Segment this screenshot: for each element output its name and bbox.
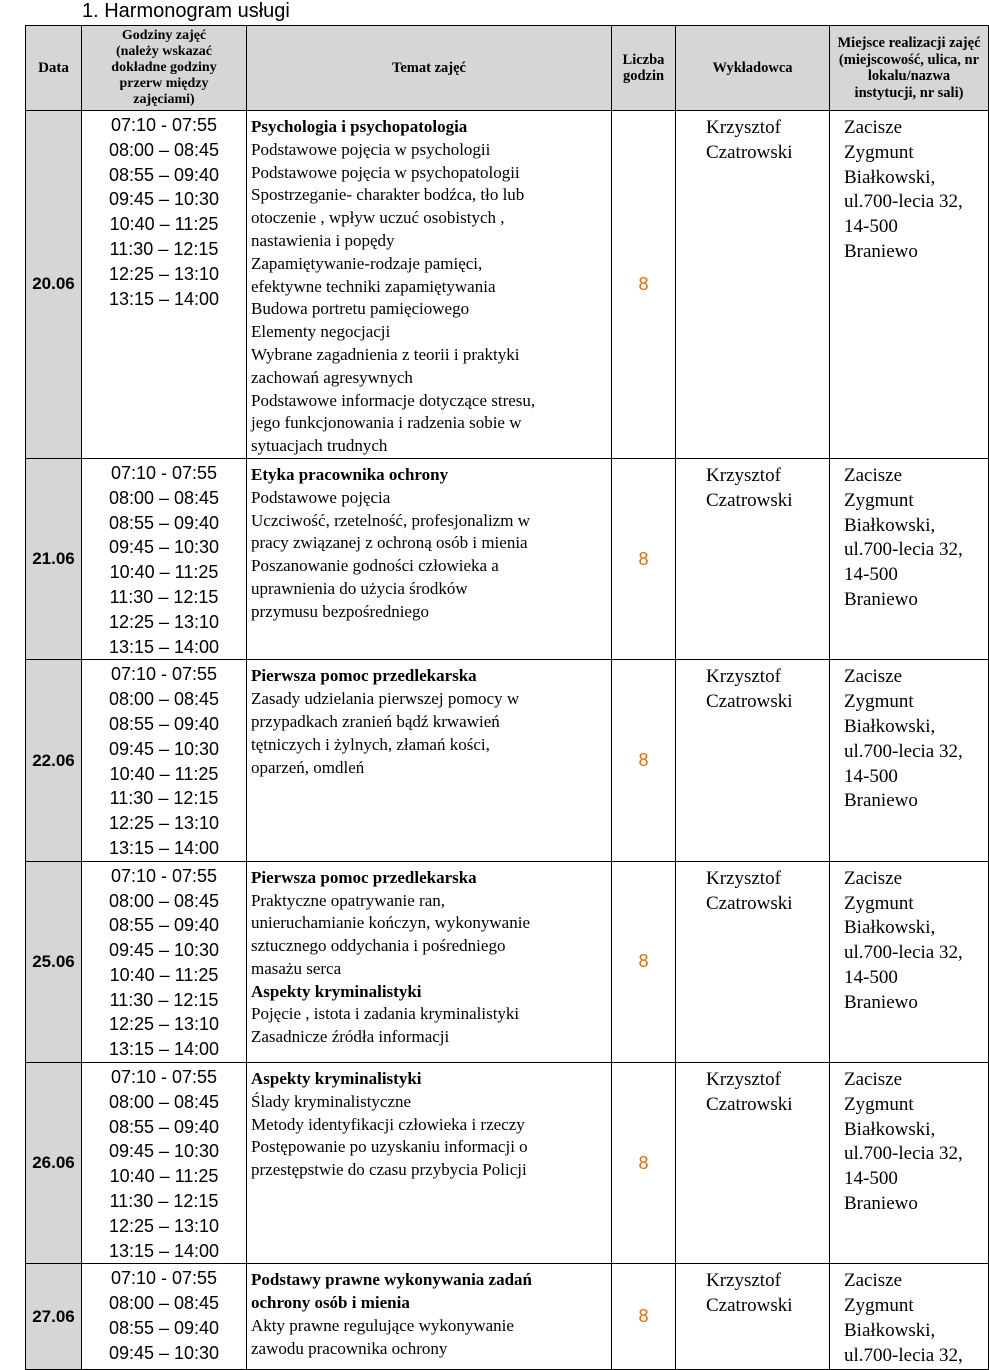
time-slot: 07:10 - 07:55 — [110, 115, 218, 135]
place-line: Zacisze — [844, 1069, 903, 1091]
schedule-row — [26, 660, 989, 861]
lecturer-name-line: Krzysztof — [706, 666, 781, 688]
header-count-line: godzin — [622, 68, 665, 84]
time-slot: 12:25 – 13:10 — [108, 611, 220, 632]
place-line: Zacisze — [844, 867, 903, 889]
place-line: Braniewo — [844, 240, 918, 262]
place-line: Białkowski, — [844, 715, 936, 737]
place-line: Zacisze — [844, 666, 903, 688]
topic-line: masażu serca — [251, 958, 342, 978]
time-slot: 12:25 – 13:10 — [108, 1215, 220, 1236]
topic-cell — [247, 1063, 612, 1264]
topic-line: nastawienia i popędy — [251, 230, 395, 250]
header-hours-line: dokładne godziny — [111, 60, 217, 75]
document-title: 1. Harmonogram usługi — [82, 0, 290, 22]
place-cell — [830, 861, 989, 1062]
topic-heading: Aspekty kryminalistyki — [251, 1069, 422, 1089]
header-date: Data — [26, 26, 82, 111]
topic-heading: Pierwsza pomoc przedlekarska — [251, 666, 477, 686]
place-line: Zygmunt — [844, 1295, 914, 1317]
place-line: Białkowski, — [844, 917, 936, 939]
time-slot: 08:55 – 09:40 — [108, 164, 220, 185]
topic-line: Akty prawne regulujące wykonywanie — [251, 1316, 514, 1336]
topic-line: Podstawowe pojęcia w psychologii — [251, 139, 491, 159]
lecturer-cell — [676, 111, 830, 459]
topic-heading: Pierwsza pomoc przedlekarska — [251, 867, 477, 887]
time-slot: 09:45 – 10:30 — [108, 537, 220, 558]
time-slot: 12:25 – 13:10 — [108, 813, 220, 834]
lecturer-name-line: Czatrowski — [706, 141, 793, 163]
topic-line: Podstawowe pojęcia w psychopatologii — [251, 162, 520, 182]
header-place-line: Miejsce realizacji zajęć — [837, 35, 981, 51]
date-cell: 25.06 — [26, 861, 82, 1062]
topic-line: Zasady udzielania pierwszej pomocy w — [251, 689, 520, 709]
topic-cell — [247, 861, 612, 1062]
time-slot: 11:30 – 12:15 — [109, 989, 219, 1010]
place-line: Zacisze — [844, 464, 903, 486]
topic-cell — [247, 1264, 612, 1369]
time-slot: 11:30 – 12:15 — [109, 788, 219, 809]
header-place-line: instytucji, nr sali) — [854, 84, 964, 101]
time-slot: 11:30 – 12:15 — [109, 238, 219, 259]
header-row — [26, 26, 989, 111]
place-line: Braniewo — [844, 991, 918, 1013]
topic-line: przymusu bezpośredniego — [251, 601, 429, 621]
topic-line: przestępstwie do czasu przybycia Policji — [251, 1160, 527, 1180]
place-line: Zygmunt — [844, 892, 914, 914]
topic-line: Metody identyfikacji człowieka i rzeczy — [251, 1114, 525, 1134]
schedule-row — [26, 1264, 989, 1369]
hours-cell — [82, 111, 247, 459]
place-line: Zygmunt — [844, 489, 914, 511]
header-hours-line: (należy wskazać — [115, 44, 213, 59]
time-slot: 13:15 – 14:00 — [108, 1039, 220, 1060]
lecturer-cell — [676, 861, 830, 1062]
place-cell — [830, 1264, 989, 1369]
place-line: ul.700-lecia 32, — [844, 740, 963, 762]
time-slot: 08:00 – 08:45 — [108, 487, 220, 508]
hours-count: 8 — [612, 1063, 676, 1264]
time-slot: 11:30 – 12:15 — [109, 586, 219, 607]
header-count-line: Liczba — [622, 51, 665, 68]
place-cell — [830, 111, 989, 459]
place-line: Braniewo — [844, 588, 918, 610]
schedule-row — [26, 458, 989, 659]
topic-line: Ślady kryminalistyczne — [251, 1091, 412, 1111]
header-hours-line: przerw między — [119, 76, 209, 91]
place-line: Białkowski, — [844, 166, 936, 188]
header-lecturer: Wykładowca — [676, 26, 830, 111]
lecturer-name-line: Krzysztof — [706, 117, 781, 138]
hours-cell — [82, 660, 247, 861]
place-line: Zygmunt — [844, 1093, 914, 1115]
place-line: ul.700-lecia 32, — [844, 539, 963, 561]
time-slot: 12:25 – 13:10 — [108, 1014, 220, 1035]
lecturer-cell — [676, 660, 830, 861]
time-slot: 09:45 – 10:30 — [108, 189, 220, 210]
hours-cell — [82, 1264, 247, 1369]
lecturer-name-line: Czatrowski — [706, 1093, 793, 1115]
topic-line: zawodu pracownika ochrony — [251, 1338, 448, 1358]
topic-line: efektywne techniki zapamiętywania — [251, 276, 496, 296]
time-slot: 09:45 – 10:30 — [108, 738, 220, 759]
time-slot: 13:15 – 14:00 — [108, 837, 220, 858]
header-hours-line: Godziny zajęć — [121, 28, 207, 43]
date-cell: 22.06 — [26, 660, 82, 861]
time-slot: 13:15 – 14:00 — [108, 288, 220, 309]
topic-line: jego funkcjonowania i radzenia sobie w — [251, 413, 522, 433]
time-slot: 13:15 – 14:00 — [108, 636, 220, 657]
time-slot: 07:10 - 07:55 — [110, 1067, 218, 1088]
place-line: ul.700-lecia 32, — [844, 191, 963, 213]
header-hours — [82, 26, 247, 111]
time-slot: 08:55 – 09:40 — [108, 915, 220, 936]
date-cell: 27.06 — [26, 1264, 82, 1369]
time-slot: 07:10 - 07:55 — [110, 865, 218, 886]
lecturer-cell — [676, 458, 830, 659]
lecturer-name-line: Czatrowski — [706, 892, 793, 914]
lecturer-cell — [676, 1264, 830, 1369]
lecturer-name-line: Czatrowski — [706, 489, 793, 511]
topic-cell — [247, 111, 612, 459]
place-line: 14-500 — [844, 966, 898, 988]
topic-line: uprawnienia do użycia środków — [251, 578, 468, 598]
lecturer-name-line: Krzysztof — [706, 464, 781, 486]
time-slot: 08:00 – 08:45 — [108, 139, 220, 160]
place-line: 14-500 — [844, 564, 898, 586]
header-place-line: (miejscowość, ulica, nr — [838, 51, 980, 68]
place-line: ul.700-lecia 32, — [844, 1344, 963, 1366]
topic-heading: ochrony osób i mienia — [251, 1293, 410, 1313]
topic-heading: Aspekty kryminalistyki — [251, 981, 422, 1001]
place-line: Braniewo — [844, 1193, 918, 1215]
hours-count: 8 — [612, 660, 676, 861]
topic-line: Podstawowe pojęcia — [251, 487, 391, 507]
time-slot: 08:55 – 09:40 — [108, 1318, 220, 1339]
hours-cell — [82, 458, 247, 659]
lecturer-name-line: Krzysztof — [706, 867, 781, 889]
header-place-line: lokalu/nazwa — [867, 68, 951, 84]
topic-line: Zasadnicze źródła informacji — [251, 1027, 450, 1047]
topic-line: Pojęcie , istota i zadania kryminalistyki — [251, 1004, 520, 1024]
time-slot: 08:55 – 09:40 — [108, 1116, 220, 1137]
time-slot: 07:10 - 07:55 — [110, 664, 218, 685]
schedule-row — [26, 111, 989, 459]
time-slot: 10:40 – 11:25 — [109, 763, 219, 784]
topic-line: Postępowanie po uzyskaniu informacji o — [251, 1137, 528, 1157]
hours-count: 8 — [612, 111, 676, 459]
topic-line: przypadkach zranień bądź krwawień — [251, 711, 500, 731]
place-line: 14-500 — [844, 1168, 898, 1190]
topic-line: Uczciwość, rzetelność, profesjonalizm w — [251, 510, 530, 530]
time-slot: 08:00 – 08:45 — [108, 1091, 220, 1112]
topic-line: Podstawowe informacje dotyczące stresu, — [251, 390, 536, 410]
topic-heading: Psychologia i psychopatologia — [251, 117, 468, 136]
header-topic: Temat zajęć — [247, 26, 612, 111]
schedule-table — [25, 25, 989, 1370]
place-line: 14-500 — [844, 216, 898, 238]
time-slot: 08:55 – 09:40 — [108, 512, 220, 533]
lecturer-name-line: Czatrowski — [706, 691, 793, 713]
place-line: Zygmunt — [844, 141, 914, 163]
date-cell: 26.06 — [26, 1063, 82, 1264]
place-line: Zacisze — [844, 117, 903, 138]
topic-line: oparzeń, omdleń — [251, 757, 365, 777]
time-slot: 09:45 – 10:30 — [108, 940, 220, 961]
lecturer-name-line: Krzysztof — [706, 1069, 781, 1091]
topic-line: sztucznego oddychania i pośredniego — [251, 936, 506, 956]
topic-line: pracy związanej z ochroną osób i mienia — [251, 533, 528, 553]
schedule-row — [26, 1063, 989, 1264]
topic-cell — [247, 660, 612, 861]
topic-heading: Podstawy prawne wykonywania zadań — [251, 1270, 533, 1290]
time-slot: 10:40 – 11:25 — [109, 214, 219, 235]
hours-count: 8 — [612, 861, 676, 1062]
place-line: Białkowski, — [844, 1320, 936, 1342]
time-slot: 07:10 - 07:55 — [110, 1268, 218, 1289]
place-line: Braniewo — [844, 790, 918, 812]
header-count — [612, 26, 676, 111]
topic-line: Budowa portretu pamięciowego — [251, 299, 470, 319]
place-line: 14-500 — [844, 765, 898, 787]
topic-line: Praktyczne opatrywanie ran, — [251, 890, 445, 910]
place-cell — [830, 660, 989, 861]
topic-line: unieruchamianie kończyn, wykonywanie — [251, 913, 530, 933]
place-line: Białkowski, — [844, 1118, 936, 1140]
hours-cell — [82, 861, 247, 1062]
time-slot: 10:40 – 11:25 — [109, 964, 219, 985]
time-slot: 10:40 – 11:25 — [109, 1166, 219, 1187]
place-line: ul.700-lecia 32, — [844, 1143, 963, 1165]
header-hours-line: zajęciami) — [133, 92, 195, 107]
time-slot: 08:00 – 08:45 — [108, 1293, 220, 1314]
place-cell — [830, 1063, 989, 1264]
time-slot: 08:55 – 09:40 — [108, 713, 220, 734]
place-line: Zacisze — [844, 1270, 903, 1292]
date-cell: 21.06 — [26, 458, 82, 659]
hours-cell — [82, 1063, 247, 1264]
time-slot: 12:25 – 13:10 — [108, 263, 220, 284]
topic-line: otoczenie , wpływ uczuć osobistych , — [251, 208, 505, 228]
place-cell — [830, 458, 989, 659]
place-line: Zygmunt — [844, 691, 914, 713]
topic-line: Spostrzeganie- charakter bodźca, tło lub — [251, 185, 525, 205]
time-slot: 09:45 – 10:30 — [108, 1141, 220, 1162]
topic-line: Zapamiętywanie-rodzaje pamięci, — [251, 253, 483, 273]
lecturer-name-line: Czatrowski — [706, 1295, 793, 1317]
topic-heading: Etyka pracownika ochrony — [251, 464, 449, 484]
time-slot: 13:15 – 14:00 — [108, 1240, 220, 1261]
topic-line: Wybrane zagadnienia z teorii i praktyki — [251, 344, 520, 364]
topic-line: zachowań agresywnych — [251, 367, 413, 387]
lecturer-cell — [676, 1063, 830, 1264]
date-cell: 20.06 — [26, 111, 82, 459]
time-slot: 11:30 – 12:15 — [109, 1191, 219, 1212]
lecturer-name-line: Krzysztof — [706, 1270, 781, 1292]
topic-cell — [247, 458, 612, 659]
time-slot: 08:00 – 08:45 — [108, 890, 220, 911]
topic-line: Poszanowanie godności człowieka a — [251, 556, 499, 576]
header-place — [830, 26, 989, 111]
time-slot: 08:00 – 08:45 — [108, 689, 220, 710]
topic-line: tętniczych i żylnych, złamań kości, — [251, 734, 490, 754]
hours-count: 8 — [612, 1264, 676, 1369]
topic-line: Elementy negocjacji — [251, 322, 391, 342]
schedule-row — [26, 861, 989, 1062]
topic-line: sytuacjach trudnych — [251, 436, 388, 456]
time-slot: 07:10 - 07:55 — [110, 462, 218, 483]
place-line: Białkowski, — [844, 514, 936, 536]
time-slot: 09:45 – 10:30 — [108, 1342, 220, 1363]
place-line: ul.700-lecia 32, — [844, 942, 963, 964]
hours-count: 8 — [612, 458, 676, 659]
time-slot: 10:40 – 11:25 — [109, 562, 219, 583]
